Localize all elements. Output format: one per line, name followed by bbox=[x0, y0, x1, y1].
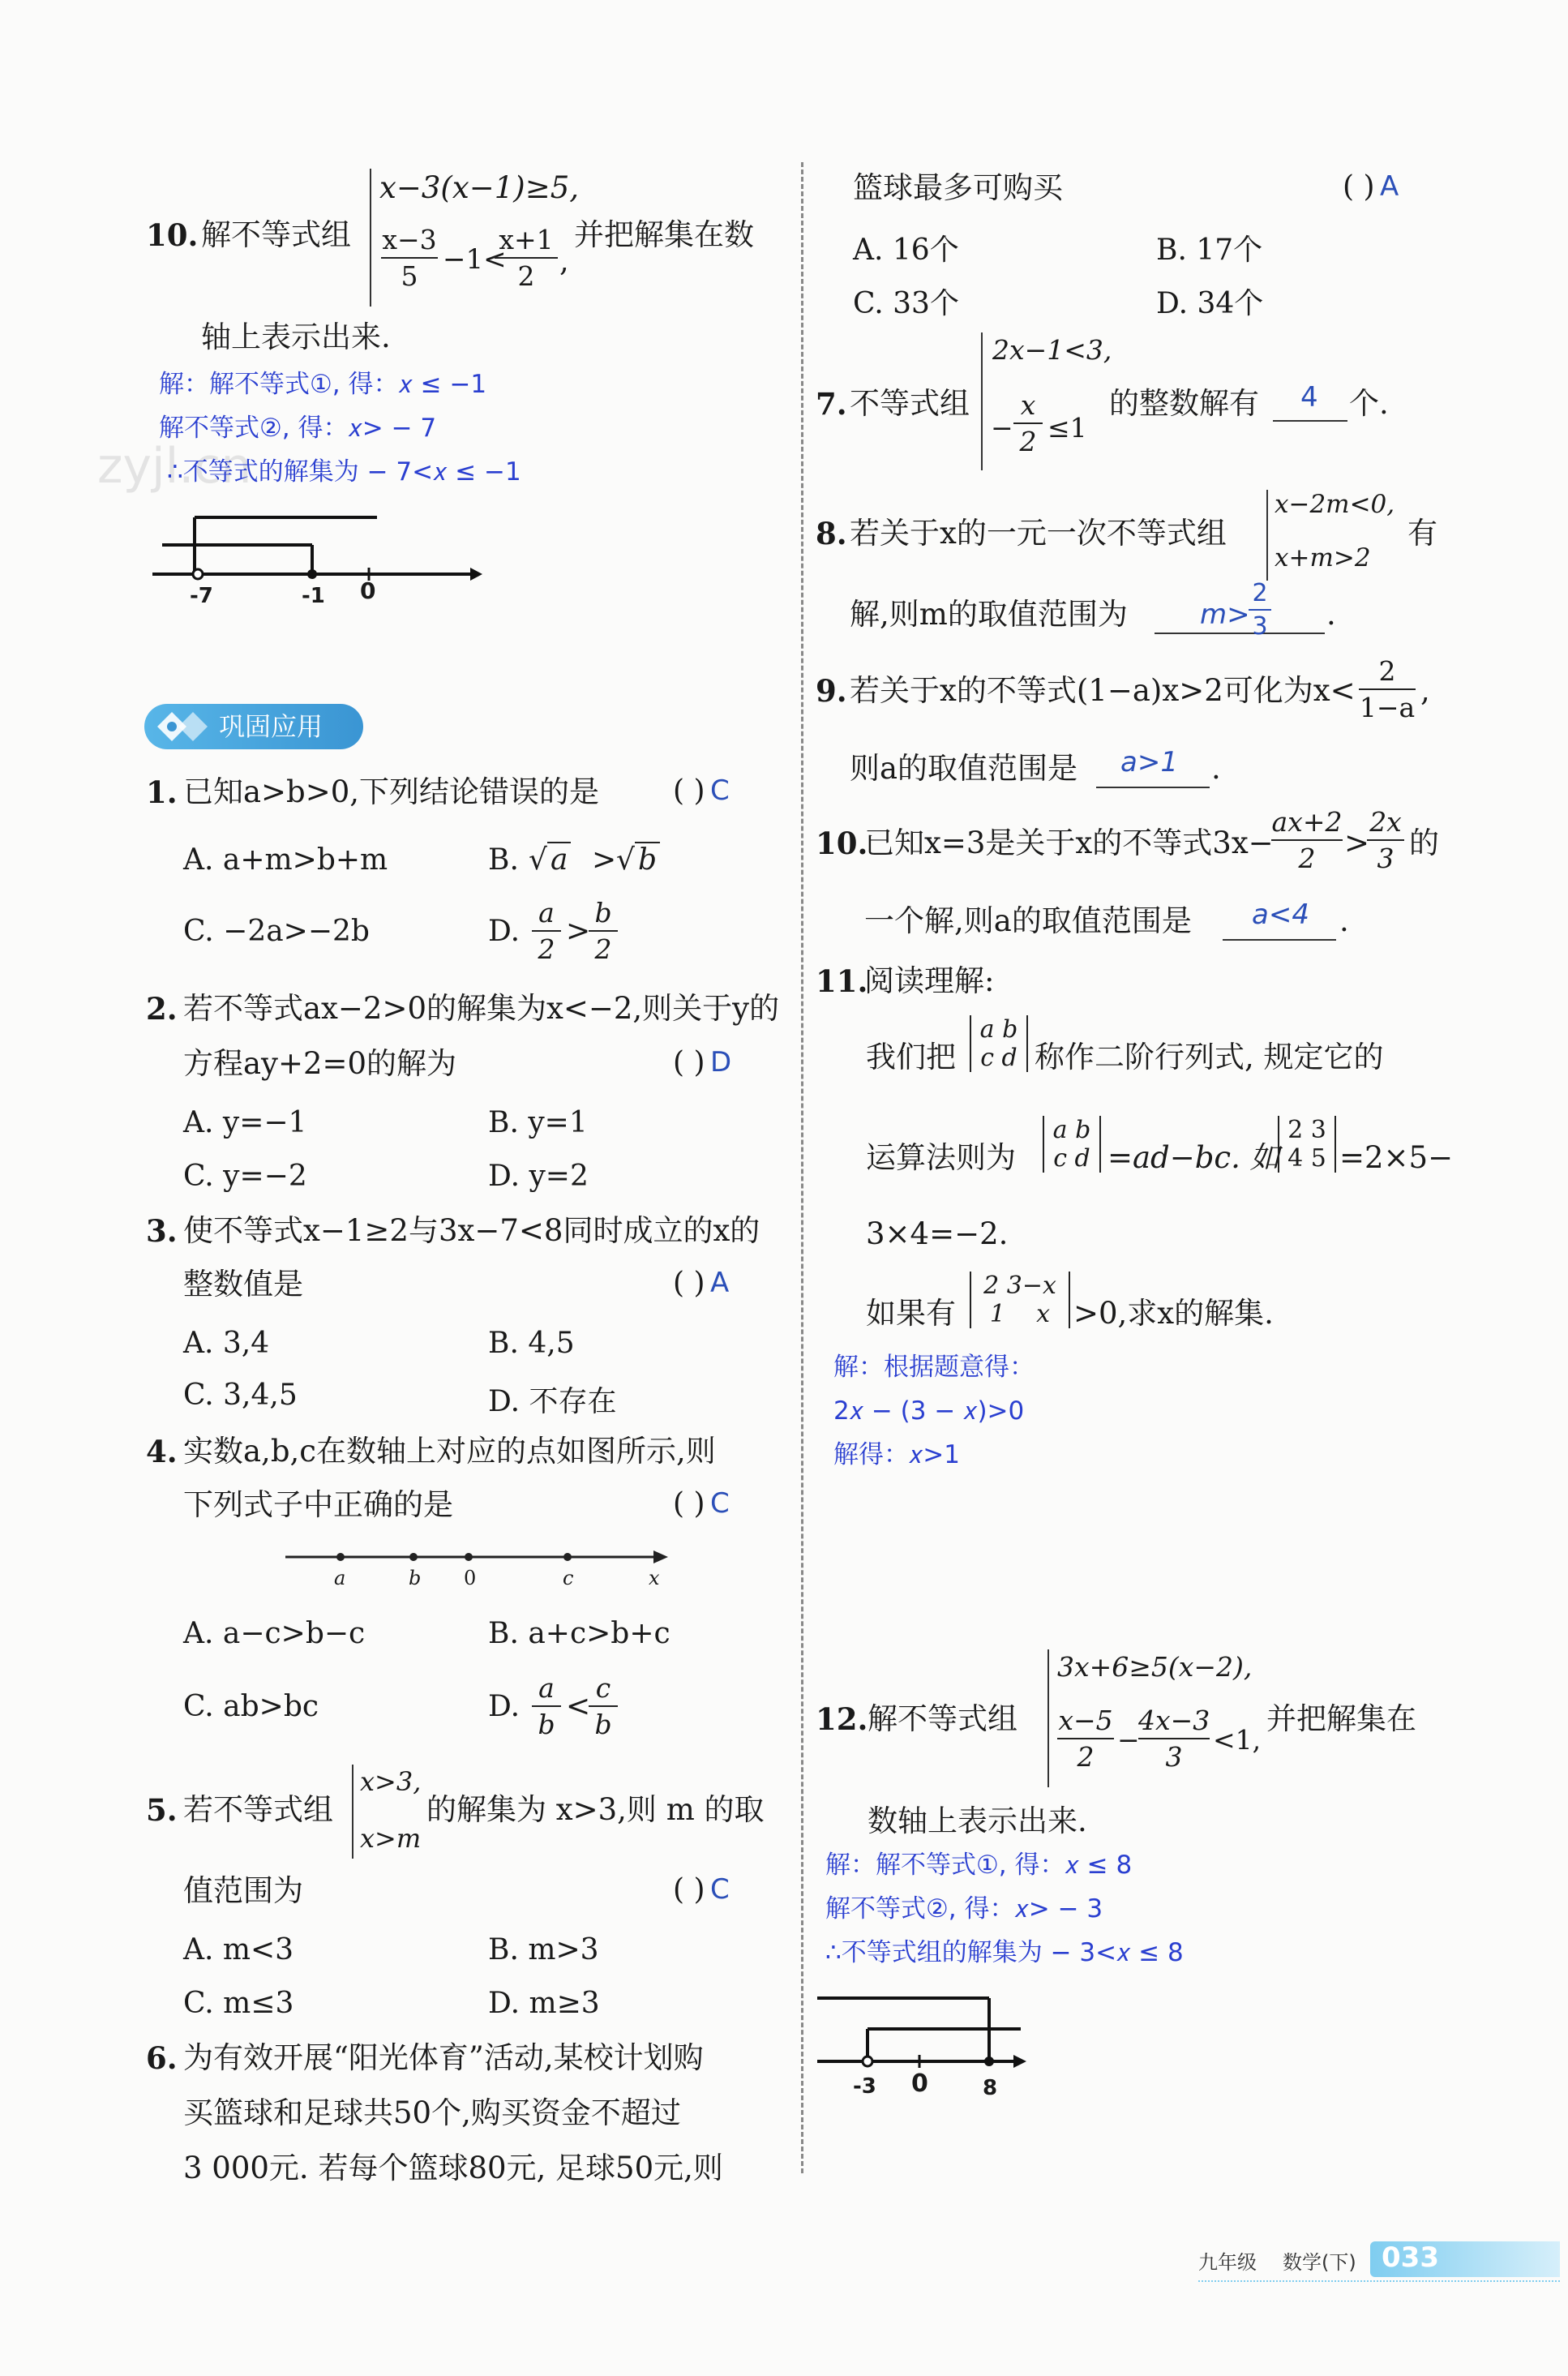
q10-nl-label-3: 0 bbox=[360, 577, 376, 604]
q5-option-b: B. m>3 bbox=[488, 1933, 599, 1966]
q10r-f1-d: 2 bbox=[1298, 843, 1316, 874]
q4-option-d-frac1 bbox=[532, 1672, 561, 1740]
q6-option-d: D. 34个 bbox=[1156, 287, 1264, 320]
q1-d-d1: 2 bbox=[538, 933, 555, 965]
q10r-f2-n: 2x bbox=[1369, 806, 1402, 838]
q9-f-d: 1−a bbox=[1359, 692, 1416, 723]
q4-axis-label-b: b bbox=[409, 1567, 422, 1589]
q11-det-4 bbox=[970, 1272, 1070, 1328]
q10-work-3: ∴不等式的解集为 − 7<𝑥 ≤ −1 bbox=[167, 457, 521, 487]
q1-d-n1: a bbox=[538, 897, 555, 929]
q12-number: 12. bbox=[816, 1701, 868, 1737]
q4-option-d-lt: < bbox=[566, 1690, 591, 1723]
q12-minus: − bbox=[1117, 1724, 1140, 1756]
q11-line1-pre: 我们把 bbox=[866, 1040, 956, 1074]
q12-f1-d: 2 bbox=[1077, 1741, 1095, 1773]
q3-option-b: B. 4,5 bbox=[488, 1327, 575, 1360]
q7-row2-post: ≤1 bbox=[1047, 412, 1087, 444]
q8-after: 有 bbox=[1407, 516, 1437, 551]
q1-option-b-sqrt-b: √ b bbox=[616, 843, 660, 877]
q10-number: 10. bbox=[146, 217, 199, 253]
q9-number: 9. bbox=[816, 673, 847, 709]
q11-det2-row2: c d bbox=[1053, 1144, 1090, 1173]
q10-brace bbox=[370, 169, 371, 307]
q11-work-2: 2𝑥 − (3 − 𝑥)>0 bbox=[833, 1396, 1025, 1426]
q2-number: 2. bbox=[146, 991, 178, 1027]
q4-option-c: C. ab>bc bbox=[183, 1690, 319, 1723]
q3-number: 3. bbox=[146, 1213, 178, 1249]
q4-option-b: B. a+c>b+c bbox=[488, 1617, 670, 1650]
q1-number: 1. bbox=[146, 774, 178, 810]
q6-option-a: A. 16个 bbox=[853, 234, 959, 267]
q4-d-n1: a bbox=[538, 1672, 555, 1704]
footer-grade: 九年级 bbox=[1198, 2251, 1257, 2274]
q10r-number: 10. bbox=[816, 826, 868, 861]
q9-stem-2: 则a的取值范围是 bbox=[850, 751, 1078, 786]
q2-paren: ( ) bbox=[673, 1046, 705, 1079]
q12-brace bbox=[1047, 1649, 1049, 1787]
q7-brace bbox=[981, 332, 983, 470]
q10-nl-label-2: -1 bbox=[302, 584, 325, 608]
q10-row1: x−3(x−1)≥5, bbox=[379, 170, 579, 205]
q11-line1-post: 称作二阶行列式, 规定它的 bbox=[1035, 1040, 1384, 1074]
q9-f-n: 2 bbox=[1378, 655, 1396, 687]
q4-stem-1: 实数a,b,c在数轴上对应的点如图所示,则 bbox=[183, 1434, 716, 1469]
q12-nl-label-2: 0 bbox=[911, 2069, 928, 2098]
q2-option-b: B. y=1 bbox=[488, 1106, 588, 1139]
q10-line2: 轴上表示出来. bbox=[201, 320, 391, 354]
q11-det2-row1: a b bbox=[1052, 1116, 1091, 1144]
q11-det-3 bbox=[1278, 1116, 1336, 1173]
q11-line2-post: =2×5− bbox=[1339, 1140, 1454, 1175]
q11-line2-pre: 运算法则为 bbox=[866, 1140, 1016, 1175]
q9-frac bbox=[1359, 655, 1416, 723]
q7-number: 7. bbox=[816, 386, 847, 422]
q3-option-c: C. 3,4,5 bbox=[183, 1379, 298, 1412]
q1-answer: C bbox=[710, 774, 730, 807]
q5-after: 的解集为 x>3,则 m 的取 bbox=[426, 1792, 765, 1827]
q6-number: 6. bbox=[146, 2040, 178, 2076]
q10-work-1: 解：解不等式①, 得：𝑥 ≤ −1 bbox=[159, 370, 487, 399]
q7-r2-n: x bbox=[1020, 389, 1036, 421]
q6-stem-3: 3 000元. 若每个篮球80元, 足球50元,则 bbox=[183, 2151, 723, 2185]
q11-work-3: 解得：𝑥>1 bbox=[833, 1440, 960, 1469]
q10-frac2 bbox=[495, 224, 558, 292]
q8-answer-frac bbox=[1249, 579, 1271, 641]
q7-lead: 不等式组 bbox=[850, 386, 970, 421]
q7-after: 的整数解有 bbox=[1109, 386, 1259, 421]
q10-frac2-den: 2 bbox=[517, 260, 535, 292]
q12-f2-n: 4x−3 bbox=[1138, 1705, 1210, 1736]
q7-row2-frac bbox=[1013, 389, 1043, 457]
q1-option-b-sqrt-a: √ a bbox=[529, 843, 571, 877]
footer-rule bbox=[1198, 2280, 1560, 2282]
q11-line2-mid: =ad−bc. 如 bbox=[1107, 1140, 1280, 1175]
q10r-gt: > bbox=[1344, 826, 1370, 860]
q12-row1: 3x+6≥5(x−2), bbox=[1057, 1651, 1253, 1683]
q1-option-b-radicand-b: b bbox=[635, 842, 660, 877]
q4-option-d-prefix: D. bbox=[488, 1690, 521, 1723]
q8-ans-n: 2 bbox=[1252, 579, 1268, 607]
watermark: zyjl.cn bbox=[97, 438, 252, 495]
q5-row1: x>3, bbox=[360, 1766, 422, 1797]
q3-option-a: A. 3,4 bbox=[183, 1327, 270, 1360]
q5-number: 5. bbox=[146, 1792, 178, 1828]
q10-frac1 bbox=[381, 224, 438, 292]
q9-stem-1: 若关于x的不等式(1−a)x>2可化为x< bbox=[850, 673, 1356, 708]
q2-stem-1: 若不等式ax−2>0的解集为x<−2,则关于y的 bbox=[183, 991, 780, 1026]
q4-option-a: A. a−c>b−c bbox=[183, 1617, 366, 1650]
section-header: 巩固应用 bbox=[144, 704, 363, 749]
q1-option-b-gt: > bbox=[592, 843, 617, 877]
q2-stem-2: 方程ay+2=0的解为 bbox=[183, 1046, 457, 1081]
q8-answer-prefix: m> bbox=[1200, 598, 1250, 631]
q8-stem-2: 解,则m的取值范围为 bbox=[850, 597, 1128, 632]
q10-frac1-den: 5 bbox=[401, 260, 418, 292]
q10-lead: 解不等式组 bbox=[201, 217, 351, 252]
q11-det4-row2: 1 x bbox=[989, 1300, 1051, 1328]
q5-lead: 若不等式组 bbox=[183, 1792, 333, 1827]
q7-tail: 个. bbox=[1349, 386, 1389, 421]
q12-after: 并把解集在 bbox=[1266, 1701, 1416, 1736]
q10-mid: −1< bbox=[443, 243, 507, 276]
q4-axis-label-a: a bbox=[334, 1567, 346, 1589]
q2-option-d: D. y=2 bbox=[488, 1160, 589, 1193]
q6-stem-4: 篮球最多可购买 bbox=[853, 170, 1063, 205]
q12-nl-label-3: 8 bbox=[983, 2076, 998, 2100]
q8-tail: . bbox=[1326, 597, 1336, 632]
q4-option-d-frac2 bbox=[589, 1672, 618, 1740]
q8-stem-1: 若关于x的一元一次不等式组 bbox=[850, 516, 1227, 551]
footer-page-number: 033 bbox=[1382, 2241, 1439, 2274]
q5-stem-2: 值范围为 bbox=[183, 1873, 303, 1908]
q1-option-d-frac2 bbox=[589, 897, 618, 965]
q8-blank bbox=[1155, 633, 1325, 634]
q12-f1-n: x−5 bbox=[1058, 1705, 1113, 1736]
q7-row2-minus: − bbox=[991, 412, 1013, 444]
q6-option-c: C. 33个 bbox=[853, 287, 959, 320]
q4-answer: C bbox=[710, 1487, 730, 1520]
q12-frac2 bbox=[1138, 1705, 1210, 1773]
footer-subject: 数学(下) bbox=[1283, 2251, 1356, 2274]
q3-stem-1: 使不等式x−1≥2与3x−7<8同时成立的x的 bbox=[183, 1213, 760, 1248]
q11-title: 阅读理解: bbox=[864, 963, 995, 998]
q11-det-1 bbox=[970, 1015, 1028, 1072]
q5-option-a: A. m<3 bbox=[183, 1933, 294, 1966]
q1-d-d2: 2 bbox=[594, 933, 612, 965]
q1-option-c: C. −2a>−2b bbox=[183, 915, 370, 948]
q1-option-d-gt: > bbox=[566, 915, 591, 948]
q5-option-c: C. m≤3 bbox=[183, 1987, 294, 2020]
q1-option-a: A. a+m>b+m bbox=[183, 843, 388, 877]
q10-after: 并把解集在数 bbox=[574, 217, 754, 252]
q10-nl-label-1: -7 bbox=[190, 584, 213, 608]
q5-row2: x>m bbox=[360, 1823, 422, 1854]
q2-answer: D bbox=[710, 1046, 732, 1079]
q8-row1: x−2m<0, bbox=[1275, 490, 1395, 519]
q10r-stem-2: 一个解,则a的取值范围是 bbox=[864, 903, 1192, 938]
q10r-stem-1: 已知x=3是关于x的不等式3x− bbox=[864, 826, 1274, 860]
q10r-frac1 bbox=[1271, 806, 1343, 874]
q6-stem-2: 买篮球和足球共50个,购买资金不超过 bbox=[183, 2095, 681, 2130]
q4-paren: ( ) bbox=[673, 1487, 705, 1520]
q4-axis-label-x: x bbox=[649, 1567, 660, 1589]
column-divider bbox=[801, 162, 803, 2173]
q2-option-c: C. y=−2 bbox=[183, 1160, 307, 1193]
q12-lead: 解不等式组 bbox=[868, 1701, 1017, 1736]
q1-stem: 已知a>b>0,下列结论错误的是 bbox=[183, 774, 600, 809]
q12-number-line bbox=[814, 1987, 1057, 2092]
q8-brace bbox=[1266, 490, 1268, 581]
q5-answer: C bbox=[710, 1873, 730, 1906]
q9-blank bbox=[1096, 787, 1210, 788]
q11-number: 11. bbox=[816, 963, 868, 999]
q5-brace bbox=[352, 1765, 353, 1859]
q11-work-1: 解：根据题意得： bbox=[833, 1353, 1035, 1382]
q11-det-2 bbox=[1043, 1116, 1101, 1173]
q7-answer: 4 bbox=[1300, 381, 1318, 414]
q10r-tail-1: 的 bbox=[1409, 826, 1439, 860]
q1-option-b-radicand-a: a bbox=[547, 842, 571, 877]
q10-comma: , bbox=[559, 243, 569, 278]
q4-axis-label-c: c bbox=[563, 1567, 574, 1589]
q1-option-d-frac1 bbox=[532, 897, 561, 965]
q11-line3: 3×4=−2. bbox=[866, 1216, 1009, 1251]
q6-paren: ( ) bbox=[1343, 170, 1375, 204]
q12-line2: 数轴上表示出来. bbox=[868, 1803, 1087, 1838]
q10r-f1-n: ax+2 bbox=[1271, 806, 1343, 838]
q12-work-3: ∴不等式组的解集为 − 3<𝑥 ≤ 8 bbox=[825, 1938, 1184, 1967]
q5-option-d: D. m≥3 bbox=[488, 1987, 600, 2020]
section-ornament-icon bbox=[149, 706, 219, 748]
q11-det1-row1: a b bbox=[979, 1015, 1018, 1044]
q10-frac2-num: x+1 bbox=[499, 224, 554, 255]
q1-option-d-prefix: D. bbox=[488, 915, 521, 948]
q4-d-d2: b bbox=[594, 1709, 612, 1740]
q4-axis-label-0: 0 bbox=[464, 1567, 477, 1589]
q10r-f2-d: 3 bbox=[1377, 843, 1394, 874]
q11-det1-row2: c d bbox=[980, 1044, 1017, 1072]
q6-stem-1: 为有效开展“阳光体育”活动,某校计划购 bbox=[183, 2040, 704, 2075]
q11-det3-row2: 4 5 bbox=[1287, 1144, 1326, 1173]
q3-option-d: D. 不存在 bbox=[488, 1385, 617, 1418]
q4-stem-2: 下列式子中正确的是 bbox=[183, 1487, 453, 1522]
q8-number: 8. bbox=[816, 516, 847, 551]
q12-work-2: 解不等式②, 得：𝑥> − 3 bbox=[825, 1894, 1103, 1924]
q3-paren: ( ) bbox=[673, 1267, 705, 1300]
q1-paren: ( ) bbox=[673, 774, 705, 808]
q7-blank bbox=[1273, 420, 1347, 422]
q1-option-b-prefix: B. bbox=[488, 843, 519, 877]
q11-det3-row1: 2 3 bbox=[1287, 1116, 1326, 1144]
q10r-blank bbox=[1223, 939, 1336, 941]
q9-tail-2: . bbox=[1211, 751, 1221, 786]
q7-row1: 2x−1<3, bbox=[992, 334, 1112, 366]
q12-frac1 bbox=[1057, 1705, 1114, 1773]
q10-work-2: 解不等式②, 得：𝑥> − 7 bbox=[159, 414, 437, 443]
q8-ans-d: 3 bbox=[1252, 612, 1268, 641]
q10r-tail-2: . bbox=[1339, 903, 1349, 938]
q4-number: 4. bbox=[146, 1434, 178, 1469]
q12-work-1: 解：解不等式①, 得：𝑥 ≤ 8 bbox=[825, 1851, 1133, 1880]
q3-stem-2: 整数值是 bbox=[183, 1267, 303, 1302]
q6-option-b: B. 17个 bbox=[1156, 234, 1263, 267]
q7-r2-d: 2 bbox=[1019, 426, 1037, 457]
q10r-answer: a<4 bbox=[1252, 899, 1309, 931]
q4-d-d1: b bbox=[538, 1709, 555, 1740]
q11-det4-row1: 2 3−x bbox=[983, 1272, 1056, 1300]
q8-row2: x+m>2 bbox=[1275, 543, 1371, 573]
q1-d-n2: b bbox=[594, 897, 612, 929]
q11-line4-post: >0,求x的解集. bbox=[1073, 1296, 1274, 1331]
q5-paren: ( ) bbox=[673, 1873, 705, 1906]
q12-post: <1, bbox=[1213, 1724, 1262, 1756]
q12-f2-d: 3 bbox=[1165, 1741, 1183, 1773]
q9-tail-1: , bbox=[1420, 673, 1430, 708]
q12-nl-label-1: -3 bbox=[853, 2074, 876, 2099]
q10-frac1-num: x−3 bbox=[382, 224, 437, 255]
q6-answer: A bbox=[1380, 170, 1399, 203]
q9-answer: a>1 bbox=[1120, 746, 1178, 778]
q4-d-n2: c bbox=[595, 1672, 611, 1704]
q3-answer: A bbox=[710, 1267, 730, 1299]
q11-line4-pre: 如果有 bbox=[866, 1296, 956, 1331]
q2-option-a: A. y=−1 bbox=[183, 1106, 307, 1139]
q10r-frac2 bbox=[1367, 806, 1404, 874]
